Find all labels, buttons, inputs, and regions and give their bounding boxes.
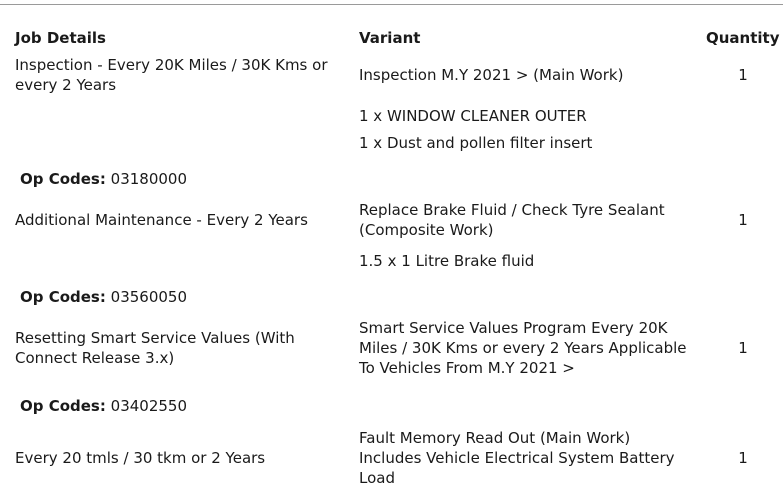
variant-description-line: Smart Service Values Program Every 20K	[359, 319, 668, 337]
variant-description-line: Miles / 30K Kms or every 2 Years Applicable	[359, 339, 687, 357]
job-description-line: Resetting Smart Service Values (With	[15, 329, 295, 347]
variant-description-line: Load	[359, 469, 395, 487]
job-description-line: Additional Maintenance - Every 2 Years	[15, 211, 308, 229]
top-divider	[0, 4, 783, 5]
op-codes-label: Op Codes:	[20, 397, 106, 415]
quantity-value: 1	[738, 339, 748, 357]
op-codes-row	[20, 287, 187, 307]
op-codes-label: Op Codes:	[20, 170, 106, 188]
op-code-value: 03560050	[110, 288, 188, 306]
quantity-value: 1	[738, 449, 748, 467]
column-header-quantity: Quantity	[706, 29, 780, 47]
job-description-line: Every 20 tmls / 30 tkm or 2 Years	[15, 449, 266, 467]
job-description-line: Connect Release 3.x)	[15, 349, 175, 367]
op-code-value: 03402550	[110, 397, 188, 415]
op-code-value: 03180000	[110, 170, 188, 188]
variant-description-line: Inspection M.Y 2021 > (Main Work)	[359, 66, 624, 84]
op-codes-label: Op Codes:	[20, 288, 106, 306]
part-line: 1.5 x 1 Litre Brake fluid	[359, 252, 535, 270]
variant-description-line: (Composite Work)	[359, 221, 494, 239]
quantity-value: 1	[738, 211, 748, 229]
op-codes-row	[20, 396, 187, 416]
quantity-value: 1	[738, 66, 748, 84]
op-codes-row	[20, 169, 187, 189]
variant-description-line: To Vehicles From M.Y 2021 >	[359, 359, 575, 377]
variant-description-line: Fault Memory Read Out (Main Work)	[359, 429, 631, 447]
variant-description-line: Includes Vehicle Electrical System Battery	[359, 449, 675, 467]
part-line: 1 x WINDOW CLEANER OUTER	[359, 107, 587, 125]
job-description-line: every 2 Years	[15, 76, 117, 94]
column-header-job-details: Job Details	[15, 29, 106, 47]
job-description-line: Inspection - Every 20K Miles / 30K Kms or	[15, 56, 328, 74]
part-line: 1 x Dust and pollen filter insert	[359, 134, 593, 152]
column-header-variant: Variant	[359, 29, 421, 47]
variant-description-line: Replace Brake Fluid / Check Tyre Sealant	[359, 201, 665, 219]
